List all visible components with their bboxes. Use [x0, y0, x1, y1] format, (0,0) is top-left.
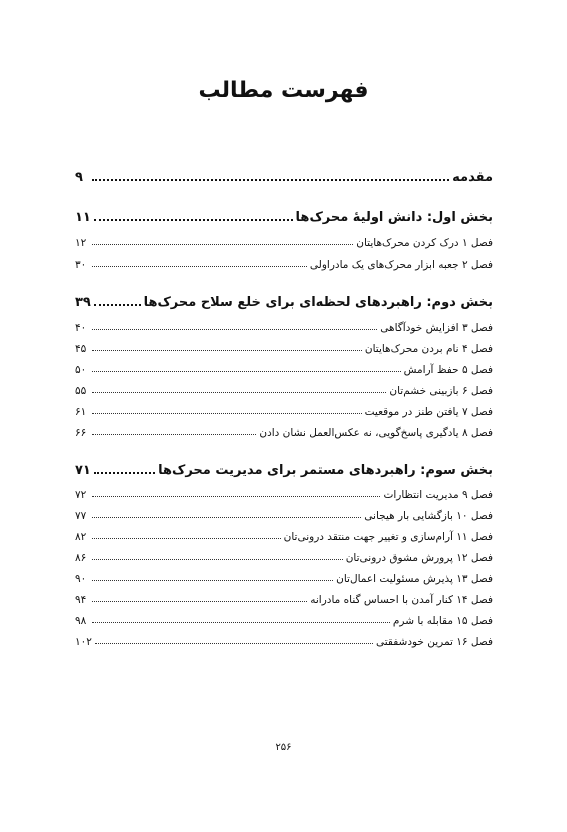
toc-entry-page: ۶۶ [75, 427, 87, 439]
toc-entry-title: فصل ۹ مدیریت انتظارات [383, 489, 493, 501]
toc-chapter-7 [75, 398, 493, 418]
toc-entry-page: ۷۷ [75, 510, 87, 522]
dot-leader [92, 517, 361, 518]
dot-leader [92, 496, 380, 497]
toc-entry-page: ۸۶ [75, 552, 87, 564]
toc-chapter-9 [75, 481, 493, 501]
toc-entry-page: ۱۱ [75, 210, 91, 225]
dot-leader [92, 350, 362, 351]
toc-entry-title: فصل ۱۴ کنار آمدن با احساس گناه مادرانه [310, 594, 493, 606]
toc-chapter-10 [75, 502, 493, 522]
dot-leader [92, 329, 377, 330]
toc-entry-title: فصل ۱ درک کردن محرک‌هایتان [356, 237, 493, 249]
toc-entry-page: ۹ [75, 170, 83, 185]
toc-entry-title: فصل ۱۰ بازگشایی بار هیجانی [364, 510, 493, 522]
toc-entry-page: ۳۰ [75, 259, 87, 271]
toc-entry-page: ۴۰ [75, 322, 87, 334]
toc-entry-page: ۵۵ [75, 385, 87, 397]
toc-entry-title: فصل ۱۱ آرام‌سازی و تغییر جهت منتقد درونی‌تان [283, 531, 493, 543]
toc-chapter-14 [75, 586, 493, 606]
toc-chapter-15 [75, 607, 493, 627]
toc-entry-title: بخش اول: دانش اولیۀ محرک‌ها [295, 210, 493, 225]
toc-entry-page: ۱۲ [75, 237, 87, 249]
dot-leader [92, 266, 307, 267]
dot-leader [92, 244, 353, 245]
toc-chapter-16 [75, 628, 493, 648]
toc-entry-page: ۱۰۲ [75, 636, 92, 648]
page-number: ۲۵۶ [275, 742, 292, 753]
toc-entry-title: فصل ۵ حفظ آرامش [403, 364, 493, 376]
toc-entry-page: ۹۰ [75, 573, 87, 585]
toc-entry-page: ۸۲ [75, 531, 87, 543]
dot-leader [94, 219, 293, 221]
dot-leader [92, 392, 386, 393]
toc-entry-page: ۹۴ [75, 594, 87, 606]
dot-leader [92, 371, 401, 372]
toc-entry-introduction [75, 165, 493, 185]
toc-entry-title: بخش سوم: راهبردهای مستمر برای مدیریت محرک‌ها [158, 463, 493, 478]
toc-chapter-13 [75, 565, 493, 585]
page-title: فهرست مطالب [198, 78, 369, 103]
dot-leader [94, 304, 141, 306]
toc-entry-page: ۷۲ [75, 489, 87, 501]
toc-entry-page: ۴۵ [75, 343, 87, 355]
toc-part-1 [75, 205, 493, 225]
toc-entry-page: ۹۸ [75, 615, 87, 627]
toc-chapter-3 [75, 314, 493, 334]
toc-entry-title: فصل ۱۵ مقابله با شرم [392, 615, 493, 627]
toc-entry-title: فصل ۲ جعبه ابزار محرک‌های یک مادراولی [309, 259, 493, 271]
dot-leader [92, 622, 390, 623]
dot-leader [92, 559, 343, 560]
dot-leader [95, 643, 373, 644]
toc-chapter-12 [75, 544, 493, 564]
toc-entry-page: ۷۱ [75, 463, 91, 478]
toc-entry-title: فصل ۴ نام بردن محرک‌هایتان [364, 343, 493, 355]
toc-chapter-11 [75, 523, 493, 543]
dot-leader [94, 472, 155, 474]
toc-chapter-4 [75, 335, 493, 355]
toc-entry-title: فصل ۶ بازبینی خشم‌تان [389, 385, 493, 397]
toc-entry-title: فصل ۷ یافتن طنز در موقعیت [364, 406, 493, 418]
toc-entry-title: مقدمه [452, 170, 493, 185]
toc-entry-title: بخش دوم: راهبردهای لحظه‌ای برای خلع سلاح محرک‌ها [143, 295, 493, 310]
toc-entry-page: ۳۹ [75, 295, 91, 310]
dot-leader [92, 179, 449, 181]
toc-chapter-8 [75, 419, 493, 439]
dot-leader [92, 538, 281, 539]
dot-leader [92, 601, 307, 602]
toc-entry-title: فصل ۸ یادگیری پاسخ‌گویی، نه عکس‌العمل نشان دادن [259, 427, 493, 439]
toc-part-3 [75, 458, 493, 478]
dot-leader [92, 434, 256, 435]
toc-part-2 [75, 290, 493, 310]
toc-entry-title: فصل ۱۶ تمرین خودشفقتی [375, 636, 493, 648]
dot-leader [92, 413, 362, 414]
toc-entry-page: ۶۱ [75, 406, 87, 418]
toc-chapter-5 [75, 356, 493, 376]
toc-chapter-6 [75, 377, 493, 397]
toc-entry-title: فصل ۱۳ پذیرش مسئولیت اعمال‌تان [336, 573, 493, 585]
toc-entry-page: ۵۰ [75, 364, 87, 376]
toc-chapter-2 [75, 251, 493, 271]
dot-leader [92, 580, 333, 581]
toc-entry-title: فصل ۱۲ پرورش مشوق درونی‌تان [345, 552, 493, 564]
toc-entry-title: فصل ۳ افزایش خودآگاهی [380, 322, 493, 334]
toc-chapter-1 [75, 229, 493, 249]
